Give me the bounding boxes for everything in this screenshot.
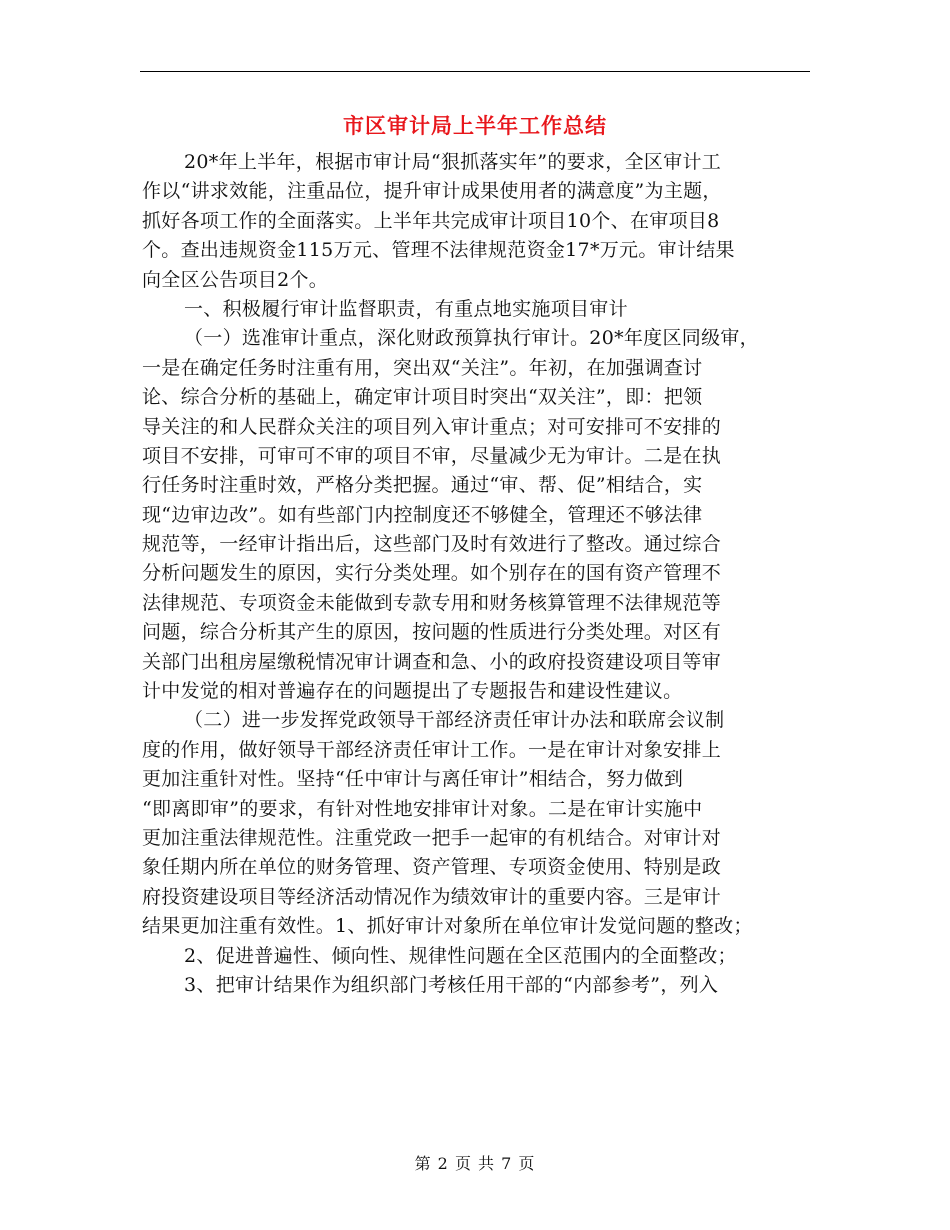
body-line: 个。查出违规资金115万元、管理不法律规范资金17*万元。审计结果 xyxy=(142,239,735,262)
body-line: 更加注重法律规范性。注重党政一把手一起审的有机结合。对审计对 xyxy=(142,826,722,849)
section-heading: 一、积极履行审计监督职责，有重点地实施项目审计 xyxy=(184,297,628,320)
body-line: 分析问题发生的原因，实行分类处理。如个别存在的国有资产管理不 xyxy=(142,562,722,585)
body-line: 向全区公告项目2个。 xyxy=(142,268,329,291)
body-line: 府投资建设项目等经济活动情况作为绩效审计的重要内容。三是审计 xyxy=(142,885,722,908)
body-line: （一）选准审计重点，深化财政预算执行审计。20*年度区同级审， xyxy=(184,327,759,350)
document-body xyxy=(142,148,810,1000)
body-line: 结果更加注重有效性。1、抓好审计对象所在单位审计发觉问题的整改； xyxy=(142,915,753,938)
body-line: 2、促进普遍性、倾向性、规律性问题在全区范围内的全面整改； xyxy=(184,944,737,967)
body-line: 一是在确定任务时注重有用，突出双“关注”。年初，在加强调查讨 xyxy=(142,356,703,379)
body-line: 关部门出租房屋缴税情况审计调查和急、小的政府投资建设项目等审 xyxy=(142,650,722,673)
body-line: 抓好各项工作的全面落实。上半年共完成审计项目10个、在审项目8 xyxy=(142,209,720,232)
document-title: 市区审计局上半年工作总结 xyxy=(343,113,607,138)
body-line: 度的作用，做好领导干部经济责任审计工作。一是在审计对象安排上 xyxy=(142,738,722,761)
body-line: 规范等，一经审计指出后，这些部门及时有效进行了整改。通过综合 xyxy=(142,533,722,556)
body-line: 计中发觉的相对普遍存在的问题提出了专题报告和建设性建议。 xyxy=(142,680,683,703)
body-line: 3、把审计结果作为组织部门考核任用干部的“内部参考”，列入 xyxy=(184,973,719,996)
body-line: 法律规范、专项资金未能做到专款专用和财务核算管理不法律规范等 xyxy=(142,591,722,614)
body-line: 更加注重针对性。坚持“任中审计与离任审计”相结合，努力做到 xyxy=(142,768,684,791)
header-rule xyxy=(140,71,810,72)
body-line: 20*年上半年，根据市审计局“狠抓落实年”的要求，全区审计工 xyxy=(184,151,722,173)
body-line: “即离即审”的要求，有针对性地安排审计对象。二是在审计实施中 xyxy=(142,797,703,820)
body-line: 项目不安排，可审可不审的项目不审，尽量减少无为审计。二是在执 xyxy=(142,444,722,467)
body-line: 导关注的和人民群众关注的项目列入审计重点；对可安排可不安排的 xyxy=(142,415,722,438)
body-line: 论、综合分析的基础上，确定审计项目时突出“双关注”，即：把领 xyxy=(142,386,703,409)
body-line: 作以“讲求效能，注重品位，提升审计成果使用者的满意度”为主题， xyxy=(142,180,722,203)
body-line: 问题，综合分析其产生的原因，按问题的性质进行分类处理。对区有 xyxy=(142,621,722,644)
body-line: 现“边审边改”。如有些部门内控制度还不够健全，管理还不够法律 xyxy=(142,503,703,526)
page-number: 第 2 页 共 7 页 xyxy=(414,1154,536,1173)
body-line: 行任务时注重时效，严格分类把握。通过“审、帮、促”相结合，实 xyxy=(142,474,703,497)
body-line: 象任期内所在单位的财务管理、资产管理、专项资金使用、特别是政 xyxy=(142,856,722,879)
body-line: （二）进一步发挥党政领导干部经济责任审计办法和联席会议制 xyxy=(184,709,725,732)
